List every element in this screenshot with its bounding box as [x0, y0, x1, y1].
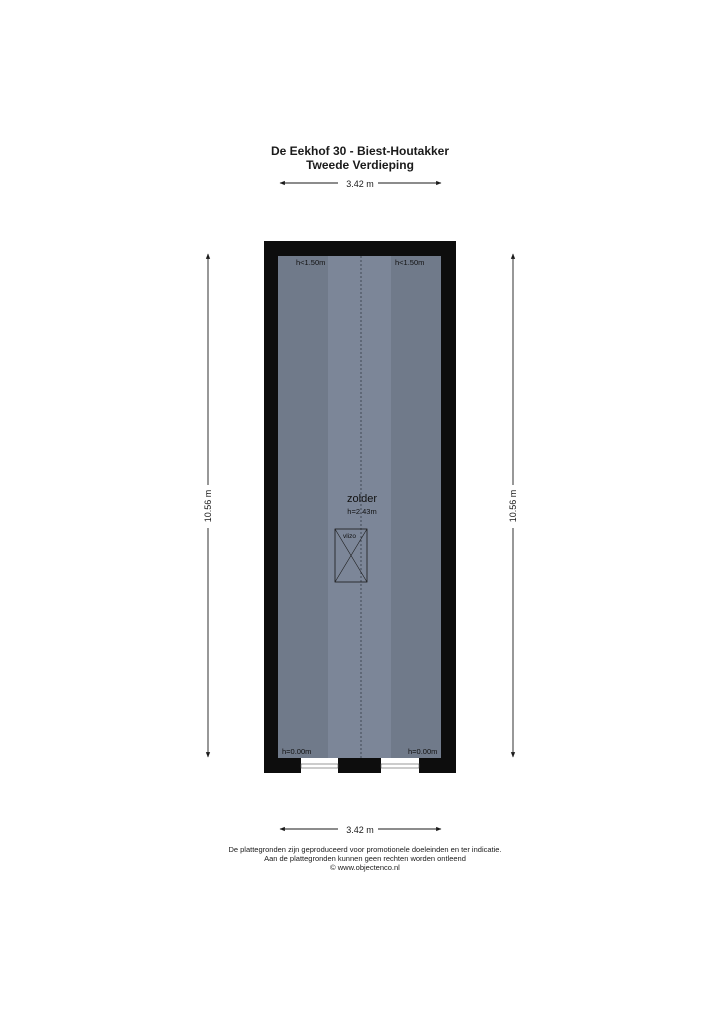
copyright: © www.objectenco.nl [330, 863, 400, 872]
dimension-width-top [280, 179, 441, 189]
dimension-width-top-label: 3.42 m [346, 179, 374, 189]
dimension-height-right [508, 254, 518, 757]
low-ceiling-zone-right [391, 256, 441, 758]
low-ceiling-zone-left [278, 256, 328, 758]
plan-title: De Eekhof 30 - Biest-Houtakker [270, 144, 450, 158]
disclaimer-line-1: De plattegronden zijn geproduceerd voor promotionele doeleinden en ter indicatie. [228, 845, 502, 854]
height-mark-top-right: h<1.50m [395, 258, 425, 267]
dimension-height-left-label: 10.56 m [203, 489, 213, 523]
window-left [301, 758, 338, 773]
window-right [381, 758, 419, 773]
room-name: zolder [347, 493, 377, 505]
dimension-height-right-label: 10.56 m [508, 489, 518, 523]
height-mark-bottom-right: h=0.00m [408, 747, 438, 756]
height-mark-top-left: h<1.50m [296, 258, 326, 267]
disclaimer [0, 845, 720, 872]
dimension-height-left [203, 254, 213, 757]
dimension-width-bottom [280, 825, 441, 835]
floor-name: Tweede Verdieping [306, 158, 414, 172]
room-height: h=2.43m [347, 507, 377, 516]
dimension-width-bottom-label: 3.42 m [346, 825, 374, 835]
hatch-label: vlizo [343, 533, 357, 540]
disclaimer-line-2: Aan de plattegronden kunnen geen rechten worden ontleend [264, 854, 466, 863]
height-mark-bottom-left: h=0.00m [282, 747, 312, 756]
